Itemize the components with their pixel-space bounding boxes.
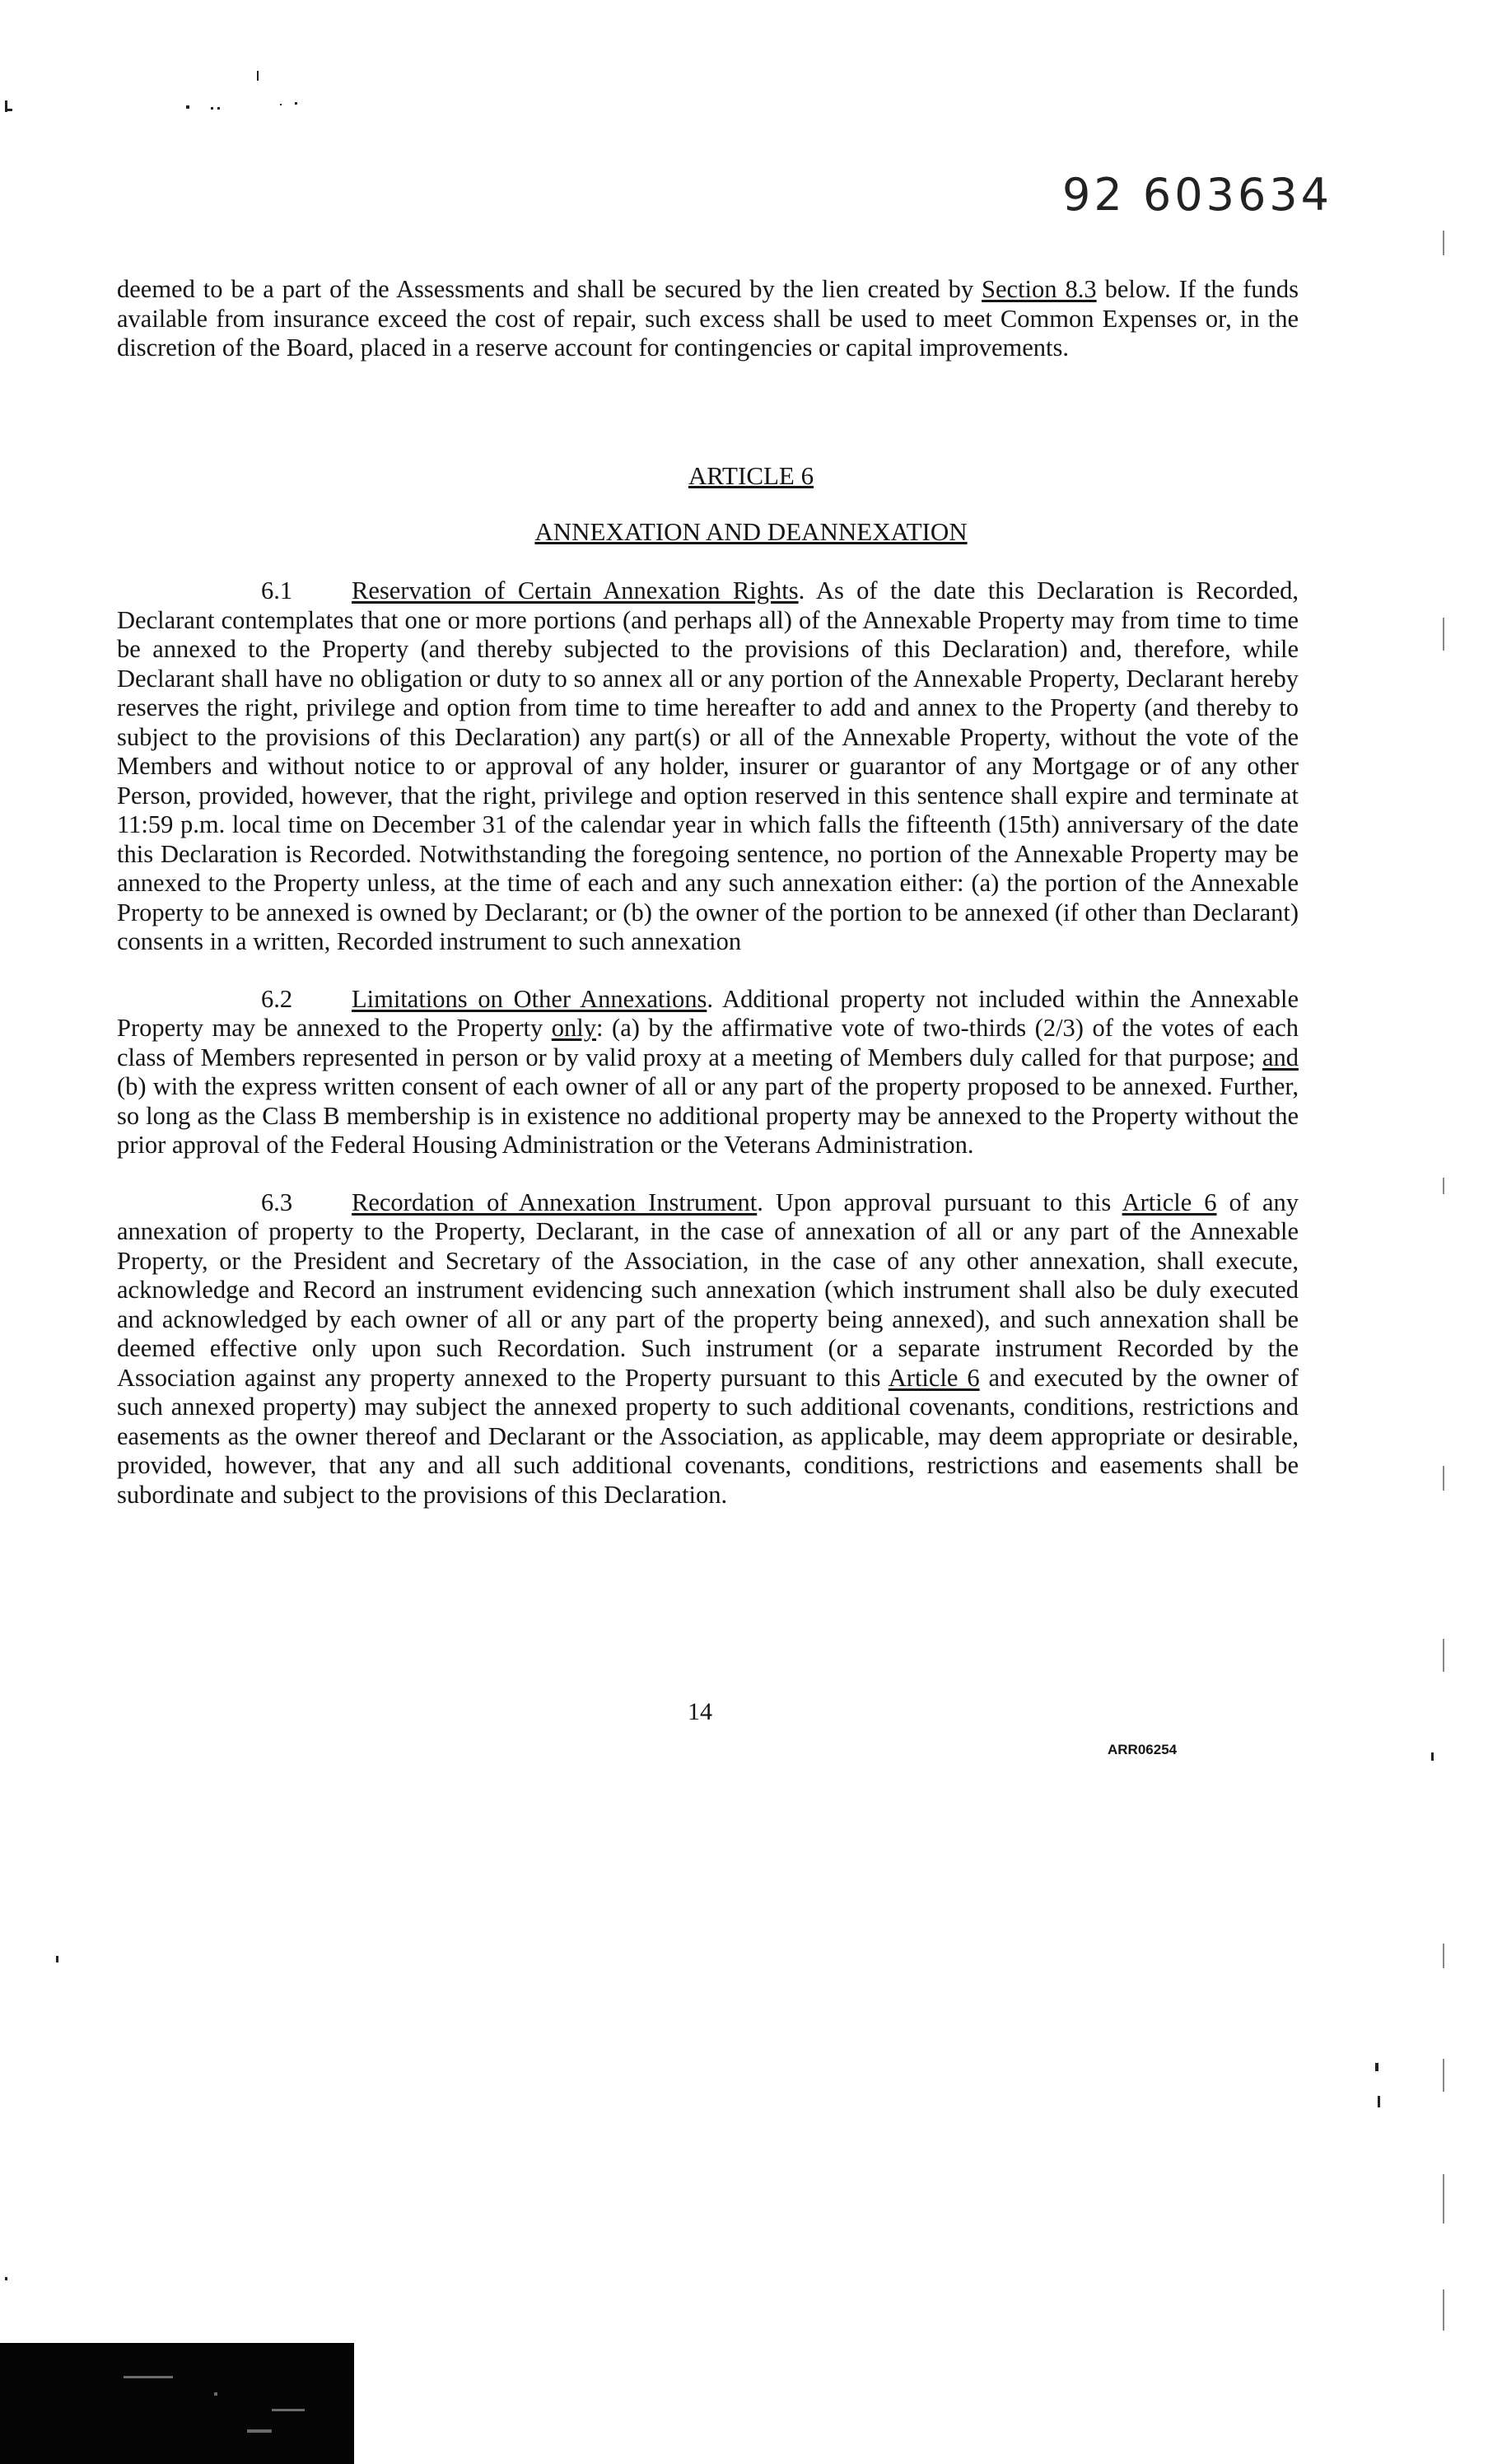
- reference-code: ARR06254: [1108, 1742, 1178, 1757]
- section-number: 6.3: [261, 1188, 293, 1216]
- section-reference-link: Section 8.3: [982, 275, 1097, 303]
- page-number: 14: [688, 1698, 712, 1725]
- section-body: of any annexation of property to the Property, Declarant, in the case of annexation of all or any part of the Annexable Property, or the President and Secretary of the Association, in the case of any other annexation, shall execute, acknowledge and Record an instrument evidencing such annexation (which instrument shall also be duly executed and acknowledged by each owner of all or any part of the property being annexed), and such annexation shall be deemed effective only upon such Recordation. Such instrument (or a separate instrument Recorded by the Association against any property annexed to the Property pursuant to this: [117, 1188, 1299, 1392]
- section-6-1: [117, 576, 1299, 957]
- article-number: ARTICLE 6: [688, 461, 814, 490]
- sections-block: [117, 576, 1299, 1538]
- section-heading: Recordation of Annexation Instrument: [352, 1188, 758, 1216]
- section-6-3: [117, 1188, 1299, 1510]
- section-body: (b) with the express written consent of each owner of all or any part of the property proposed to be annexed. Further, so long as the Class B membership is in existence no additional property may be annexed to the Property without the prior approval of the Federal Housing Administration or the Veterans Administration.: [117, 1072, 1299, 1159]
- section-number: 6.1: [261, 576, 293, 604]
- section-body: : (a) by the affirmative vote of two-thirds (2/3) of the votes of each class of Members represented in person or by valid proxy at a meeting of Members duly called for that purpose;: [117, 1014, 1299, 1071]
- section-body: . Additional property not included within the Annexable Property may be annexed to the Property: [117, 984, 1299, 1042]
- emphasis-only: only: [551, 1014, 597, 1042]
- article-reference: Article 6: [1122, 1188, 1217, 1216]
- record-number: 92 603634: [1062, 169, 1333, 221]
- section-body: . Upon approval pursuant to this: [757, 1188, 1122, 1216]
- section-body: and executed by the owner of such annexed property) may subject the annexed property to such additional covenants, conditions, restrictions and easements as the owner thereof and Declarant or the Association, as applicable, may deem appropriate or desirable, provided, however, that any and all such additional covenants, conditions, restrictions and easements shall be subordinate and subject to the provisions of this Declaration.: [117, 1363, 1299, 1509]
- section-heading: Limitations on Other Annexations: [352, 984, 707, 1013]
- intro-text-b: below. If the funds available from insurance exceed the cost of repair, such excess shall be used to meet Common Expenses or, in the discretion of the Board, placed in a reserve account for contingencies or capital improvements.: [117, 275, 1299, 362]
- section-body: . As of the date this Declaration is Recorded, Declarant contemplates that one or more portions (and perhaps all) of the Annexable Property may from time to time be annexed to the Property (and thereby subjected to the provisions of this Declaration) and, therefore, while Declarant shall have no obligation or duty to so annex all or any portion of the Annexable Property, Declarant hereby reserves the right, privilege and option from time to time hereafter to add and annex to the Property (and thereby to subject to the provisions of this Declaration) any part(s) or all of the Annexable Property, without the vote of the Members and without notice to or approval of any holder, insurer or guarantor of any Mortgage or of any other Person, provided, however, that the right, privilege and option reserved in this sentence shall expire and terminate at 11:59 p.m. local time on December 31 of the calendar year in which falls the fifteenth (15th) anniversary of the date this Declaration is Recorded. Notwithstanding the foregoing sentence, no portion of the Annexable Property may be annexed to the Property unless, at the time of each and any such annexation either: (a) the portion of the Annexable Property to be annexed is owned by Declarant; or (b) the owner of the portion to be annexed (if other than Declarant) consents in a written, Recorded instrument to such annexation: [117, 576, 1299, 955]
- emphasis-and: and: [1262, 1043, 1299, 1071]
- section-number: 6.2: [261, 984, 293, 1013]
- intro-text-a: deemed to be a part of the Assessments and shall be secured by the lien created by: [117, 275, 982, 303]
- article-reference: Article 6: [888, 1363, 980, 1392]
- scan-black-bar: [0, 2343, 354, 2464]
- section-heading: Reservation of Certain Annexation Rights: [352, 576, 799, 604]
- section-6-2: [117, 985, 1299, 1160]
- article-title: ANNEXATION AND DEANNEXATION: [534, 517, 968, 546]
- intro-paragraph: [117, 275, 1299, 363]
